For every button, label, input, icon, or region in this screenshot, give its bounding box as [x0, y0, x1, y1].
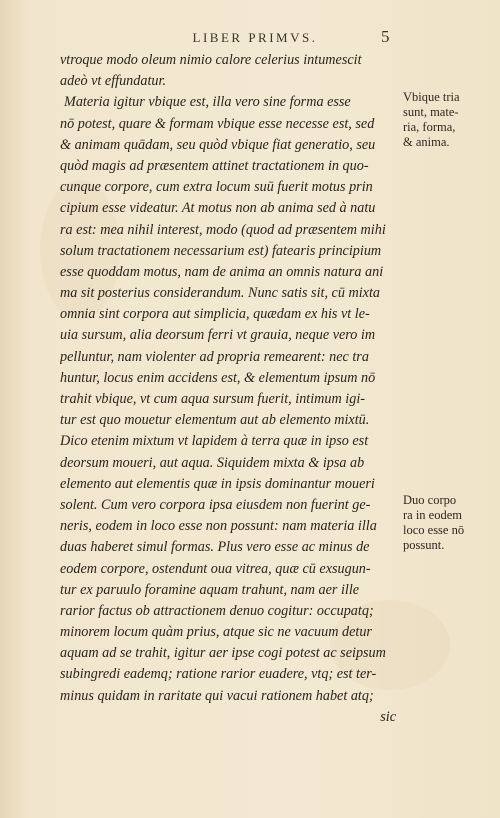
- text-line: ra est: mea nihil interest, modo (quod ad præsentem mihi: [60, 221, 386, 238]
- text-line: pelluntur, nam violenter ad propria remearent: nec tra: [60, 348, 369, 365]
- text-line: nō potest, quare & formam vbique esse necesse est, sed: [60, 115, 375, 132]
- text-line: cipium esse videatur. At motus non ab anima sed à natu: [60, 200, 376, 217]
- text-line: huntur, locus enim accidens est, & elementum ipsum nō: [60, 369, 376, 386]
- marginal-note-line: ria, forma,: [403, 120, 456, 134]
- text-line: elemento aut elementis quæ in ipsis dominantur moueri: [60, 475, 375, 492]
- text-line: uia sursum, alia deorsum ferri vt grauia, neque vero im: [60, 327, 376, 344]
- marginal-note-line: Vbique tria: [403, 90, 460, 104]
- text-line: & animam quādam, seu quòd vbique fiat generatio, seu: [60, 136, 376, 153]
- text-line: esse quoddam motus, nam de anima an omnis natura ani: [60, 263, 384, 280]
- text-line: trahit vbique, vt cum aqua sursum fuerit, intimum igi-: [60, 391, 366, 407]
- text-line: eodem corpore, ostendunt oua vitrea, quæ cū exsugun-: [60, 560, 371, 577]
- text-line: neris, eodem in loco esse non possunt: nam materia illa: [60, 518, 377, 535]
- text-line: aquam ad se trahit, igitur aer ipse cogi potest ac seipsum: [60, 645, 386, 662]
- text-line: quòd magis ad præsentem attinet tractationem in quo-: [60, 157, 369, 174]
- text-line: minorem locum quàm prius, atque sic ne vacuum detur: [60, 624, 372, 641]
- text-line: Dico etenim mixtum vt lapidem à terra quæ in ipso est: [60, 433, 369, 450]
- marginal-note-line: ra in eodem: [403, 508, 463, 522]
- text-line: tur ex paruulo foramine aquam trahunt, nam aer ille: [60, 581, 360, 598]
- text-line: subingredi eademq; ratione rarior euadere, vtq; est ter-: [60, 666, 377, 683]
- text-line: rarior factus ob attractionem denuo cogitur: occupatq;: [60, 602, 374, 619]
- text-line: tur est quo mouetur elementum aut ab elemento mixtū.: [60, 412, 370, 429]
- text-line: ma sit posterius considerandum. Nunc satis sit, cū mixta: [60, 285, 381, 302]
- text-line: omnia sint corpora aut simplicia, quædam ex his vt le-: [60, 306, 370, 323]
- main-text-block: [60, 50, 398, 728]
- text-line: Materia igitur vbique est, illa vero sine forma esse: [64, 94, 351, 111]
- text-line: duas haberet simul formas. Plus vero esse ac minus de: [60, 539, 370, 556]
- marginal-note-line: loco esse nō: [403, 523, 465, 537]
- text-line: minus quidam in raritate qui vacui rationem habet atq;: [60, 687, 374, 704]
- running-title: LIBER PRIMVS.: [192, 30, 318, 45]
- marginal-note-line: possunt.: [403, 538, 445, 552]
- catchword: sic: [380, 708, 396, 725]
- text-line: vtroque modo oleum nimio calore celerius intumescit: [60, 52, 362, 68]
- marginal-note: [403, 90, 495, 150]
- marginal-note-line: sunt, mate-: [403, 105, 459, 119]
- text-line: adeò vt effundatur.: [60, 73, 166, 90]
- text-line: solum tractationem necessarium est) fatearis principium: [60, 242, 382, 259]
- text-line: deorsum moueri, aut aqua. Siquidem mixta & ipsa ab: [60, 454, 365, 471]
- marginal-note: [403, 493, 495, 553]
- marginal-note-line: Duo corpo: [403, 493, 457, 507]
- page-number: 5: [381, 27, 390, 46]
- marginal-note-line: & anima.: [403, 135, 450, 149]
- text-line: solent. Cum vero corpora ipsa eiusdem non fuerint ge-: [60, 496, 371, 513]
- text-line: cunque corpore, cum extra locum suū fuerit motus prin: [60, 179, 373, 196]
